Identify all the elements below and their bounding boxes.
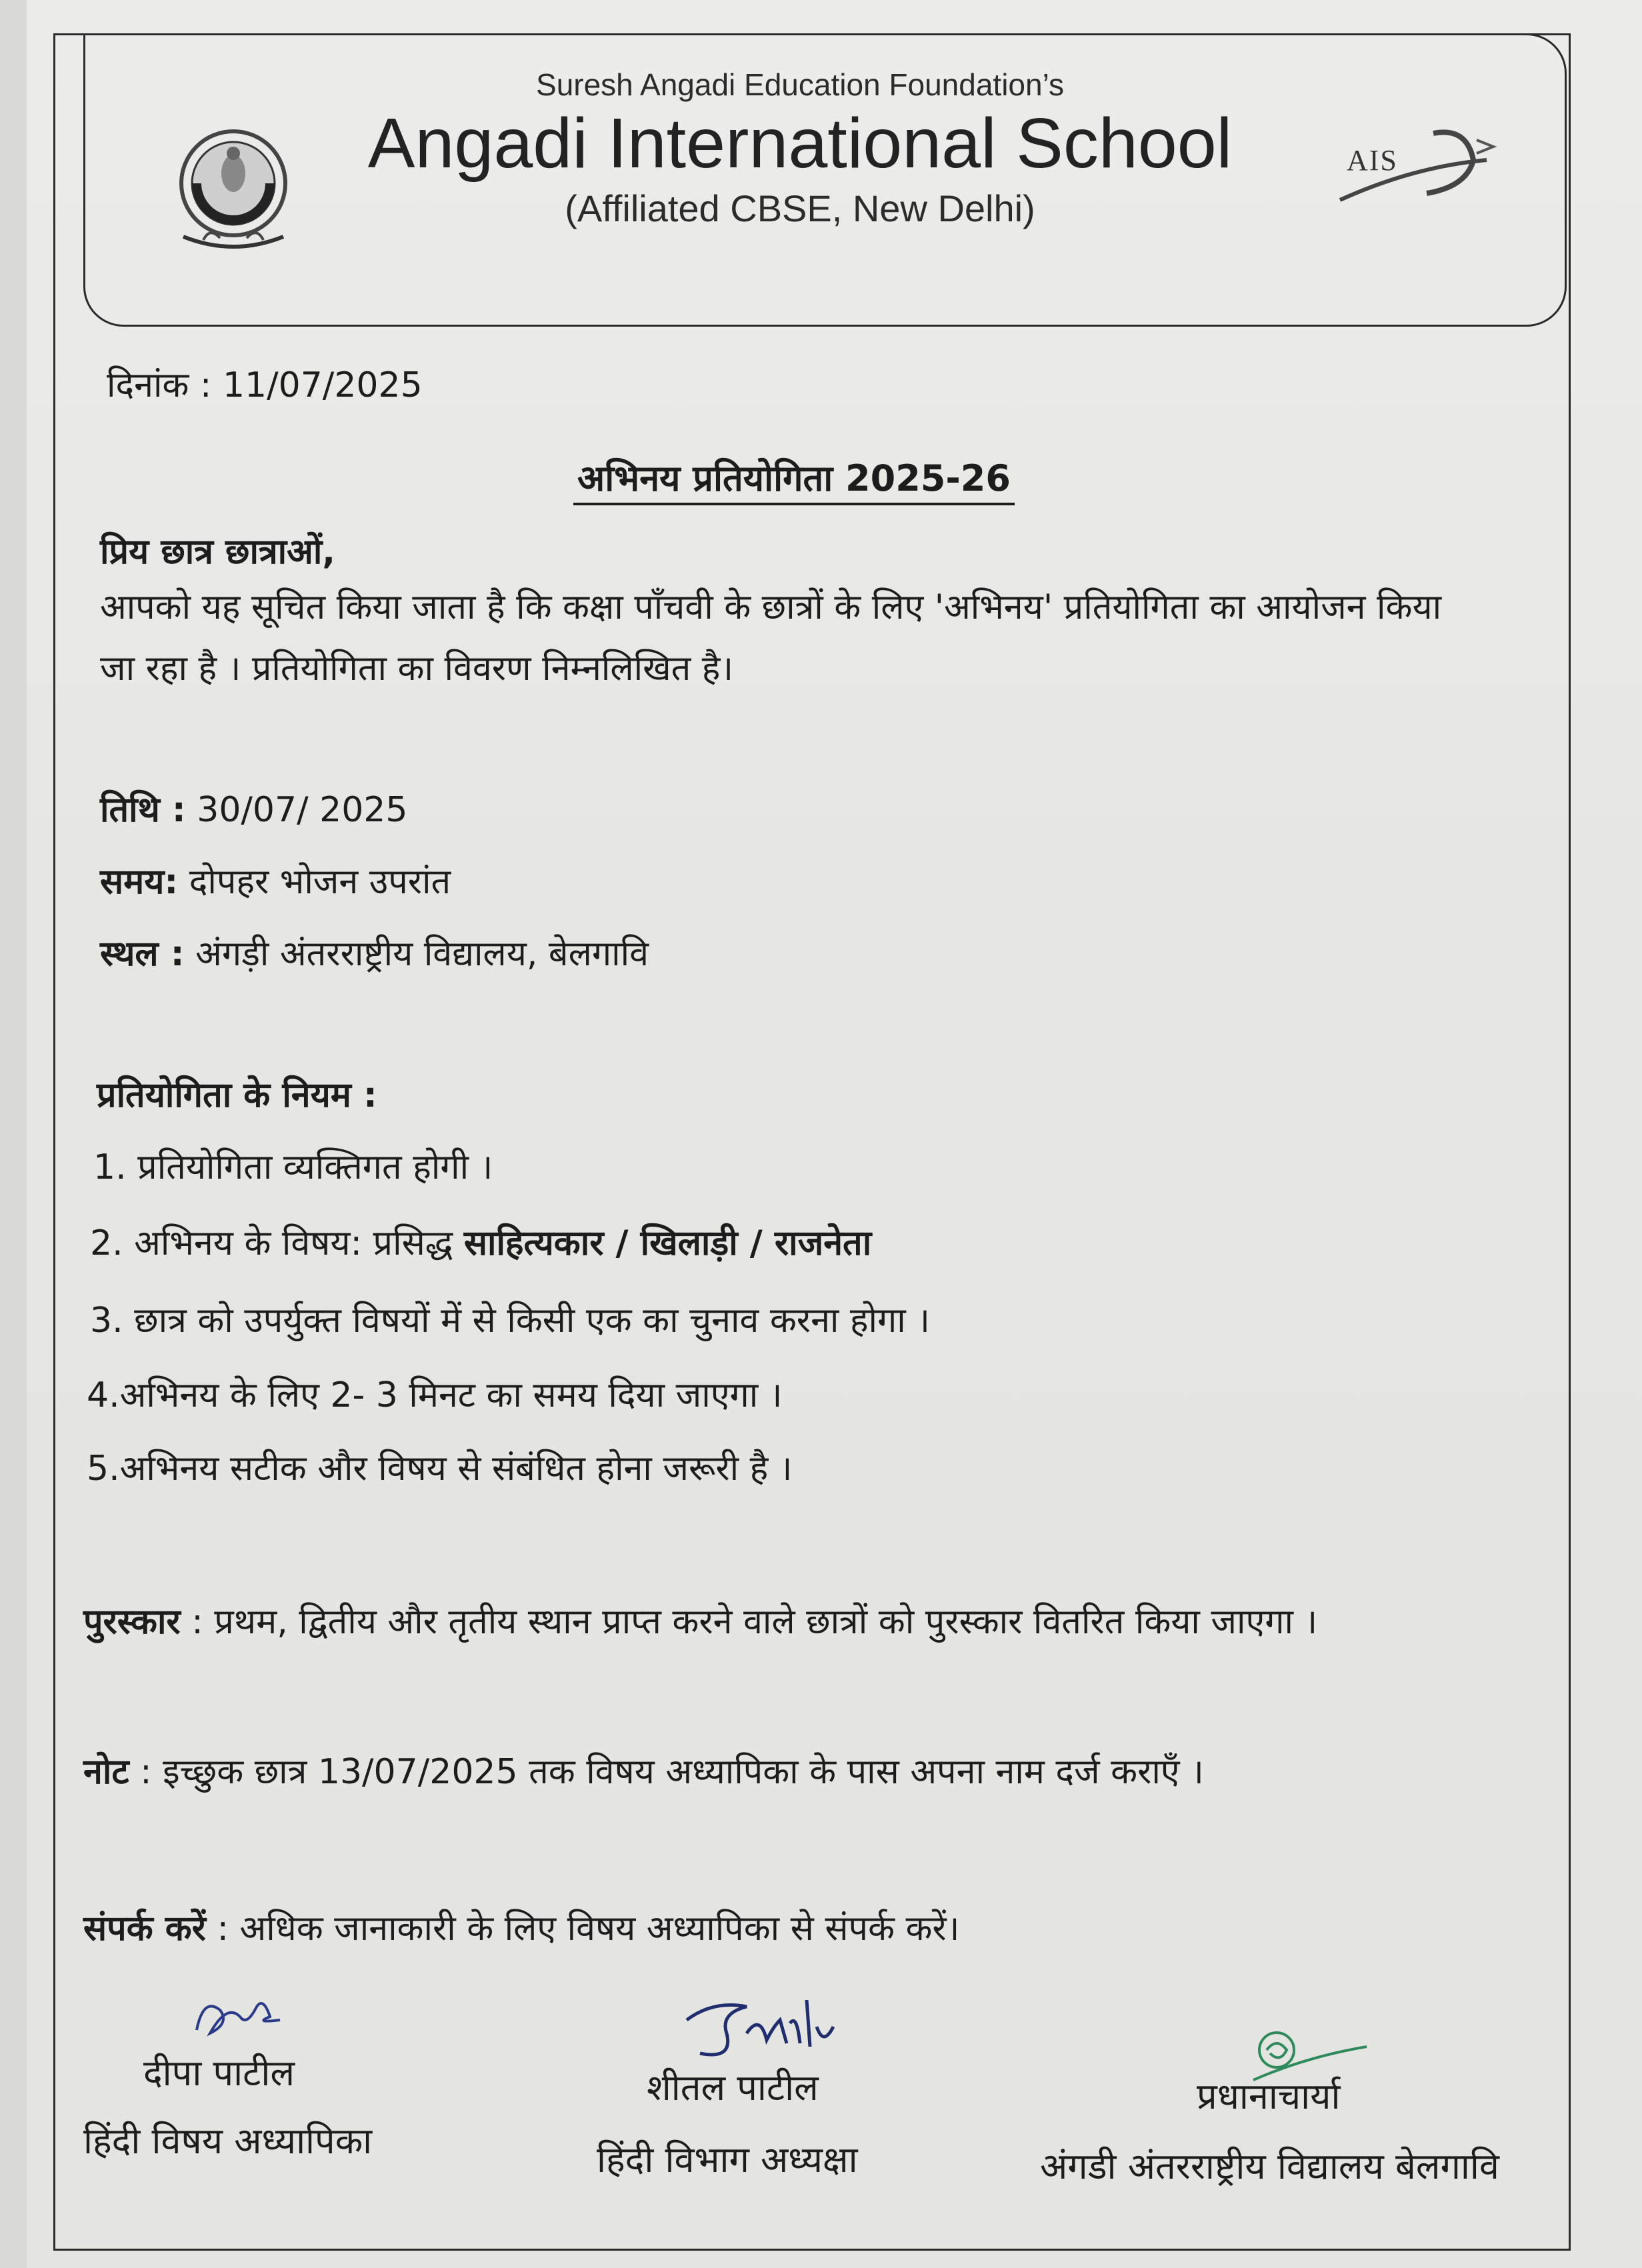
event-date-line bbox=[100, 788, 407, 833]
prize-label: पुरस्कार bbox=[83, 1602, 181, 1642]
event-date-value: 30/07/ 2025 bbox=[197, 790, 408, 830]
signatory-2-role: हिंदी विभाग अध्यक्षा bbox=[597, 2139, 858, 2181]
note-text: : इच्छुक छात्र 13/07/2025 तक विषय अध्यापिका के पास अपना नाम दर्ज कराएँ । bbox=[129, 1752, 1204, 1792]
signature-sheetal bbox=[673, 1987, 840, 2073]
signature-deepa bbox=[190, 1990, 290, 2050]
rule-item-1: 1. प्रतियोगिता व्यक्तिगत होगी । bbox=[93, 1147, 493, 1187]
date-label: दिनांक : bbox=[107, 365, 212, 405]
event-date-label: तिथि : bbox=[100, 790, 186, 830]
signatory-1-role: हिंदी विषय अध्यापिका bbox=[83, 2120, 373, 2162]
school-name: Angadi International School bbox=[367, 104, 1233, 183]
rule-item-4: 4.अभिनय के लिए 2- 3 मिनट का समय दिया जाएगा । bbox=[87, 1375, 783, 1415]
contact-line bbox=[83, 1907, 959, 1952]
school-emblem-logo bbox=[170, 123, 297, 257]
ais-logo-text: AIS bbox=[1347, 144, 1398, 177]
prize-text: : प्रथम, द्वितीय और तृतीय स्थान प्राप्त करने वाले छात्रों को पुरस्कार वितरित किया जाएगा । bbox=[180, 1602, 1318, 1642]
event-venue-label: स्थल : bbox=[100, 934, 185, 974]
event-time-label: समय: bbox=[100, 862, 179, 902]
signatory-3-role: अंगडी अंतरराष्ट्रीय विद्यालय बेलगावि bbox=[1040, 2145, 1499, 2187]
note-line bbox=[83, 1750, 1204, 1795]
rule-2-topics: साहित्यकार / खिलाड़ी / राजनेता bbox=[463, 1223, 872, 1263]
date-value: 11/07/2025 bbox=[222, 365, 423, 405]
date-line bbox=[107, 363, 423, 409]
prize-line bbox=[83, 1600, 1317, 1645]
rule-item-2 bbox=[90, 1221, 871, 1267]
event-venue-value: अंगड़ी अंतरराष्ट्रीय विद्यालय, बेलगावि bbox=[195, 934, 649, 974]
event-time-value: दोपहर भोजन उपरांत bbox=[189, 862, 451, 902]
rule-2-prefix: 2. अभिनय के विषय: प्रसिद्ध bbox=[90, 1223, 464, 1263]
salutation: प्रिय छात्र छात्राओं, bbox=[100, 532, 336, 572]
event-venue-line bbox=[100, 932, 649, 977]
foundation-name: Suresh Angadi Education Foundation’s bbox=[536, 67, 1064, 102]
notice-title: अभिनय प्रतियोगिता 2025-26 bbox=[573, 452, 1015, 505]
rules-heading: प्रतियोगिता के नियम : bbox=[97, 1075, 377, 1115]
signatory-1-name: दीपा पाटील bbox=[143, 2052, 295, 2094]
intro-line-2: जा रहा है । प्रतियोगिता का विवरण निम्नलिखित है। bbox=[100, 649, 734, 689]
signatory-3-name: प्रधानाचार्या bbox=[1197, 2075, 1341, 2117]
contact-label: संपर्क करें bbox=[83, 1909, 206, 1949]
intro-line-1: आपको यह सूचित किया जाता है कि कक्षा पाँचवी के छात्रों के लिए 'अभिनय' प्रतियोगिता का आयोजन किया bbox=[100, 587, 1442, 627]
note-label: नोट bbox=[83, 1752, 129, 1792]
event-time-line bbox=[100, 860, 451, 905]
contact-text: : अधिक जानाकारी के लिए विषय अध्यापिका से संपर्क करें। bbox=[205, 1909, 960, 1949]
rule-item-5: 5.अभिनय सटीक और विषय से संबंधित होना जरूरी है । bbox=[87, 1449, 793, 1489]
signatory-2-name: शीतल पाटील bbox=[647, 2067, 819, 2109]
rule-item-3: 3. छात्र को उपर्युक्त विषयों में से किसी एक का चुनाव करना होगा । bbox=[90, 1301, 930, 1341]
affiliation-text: (Affiliated CBSE, New Delhi) bbox=[565, 187, 1035, 229]
